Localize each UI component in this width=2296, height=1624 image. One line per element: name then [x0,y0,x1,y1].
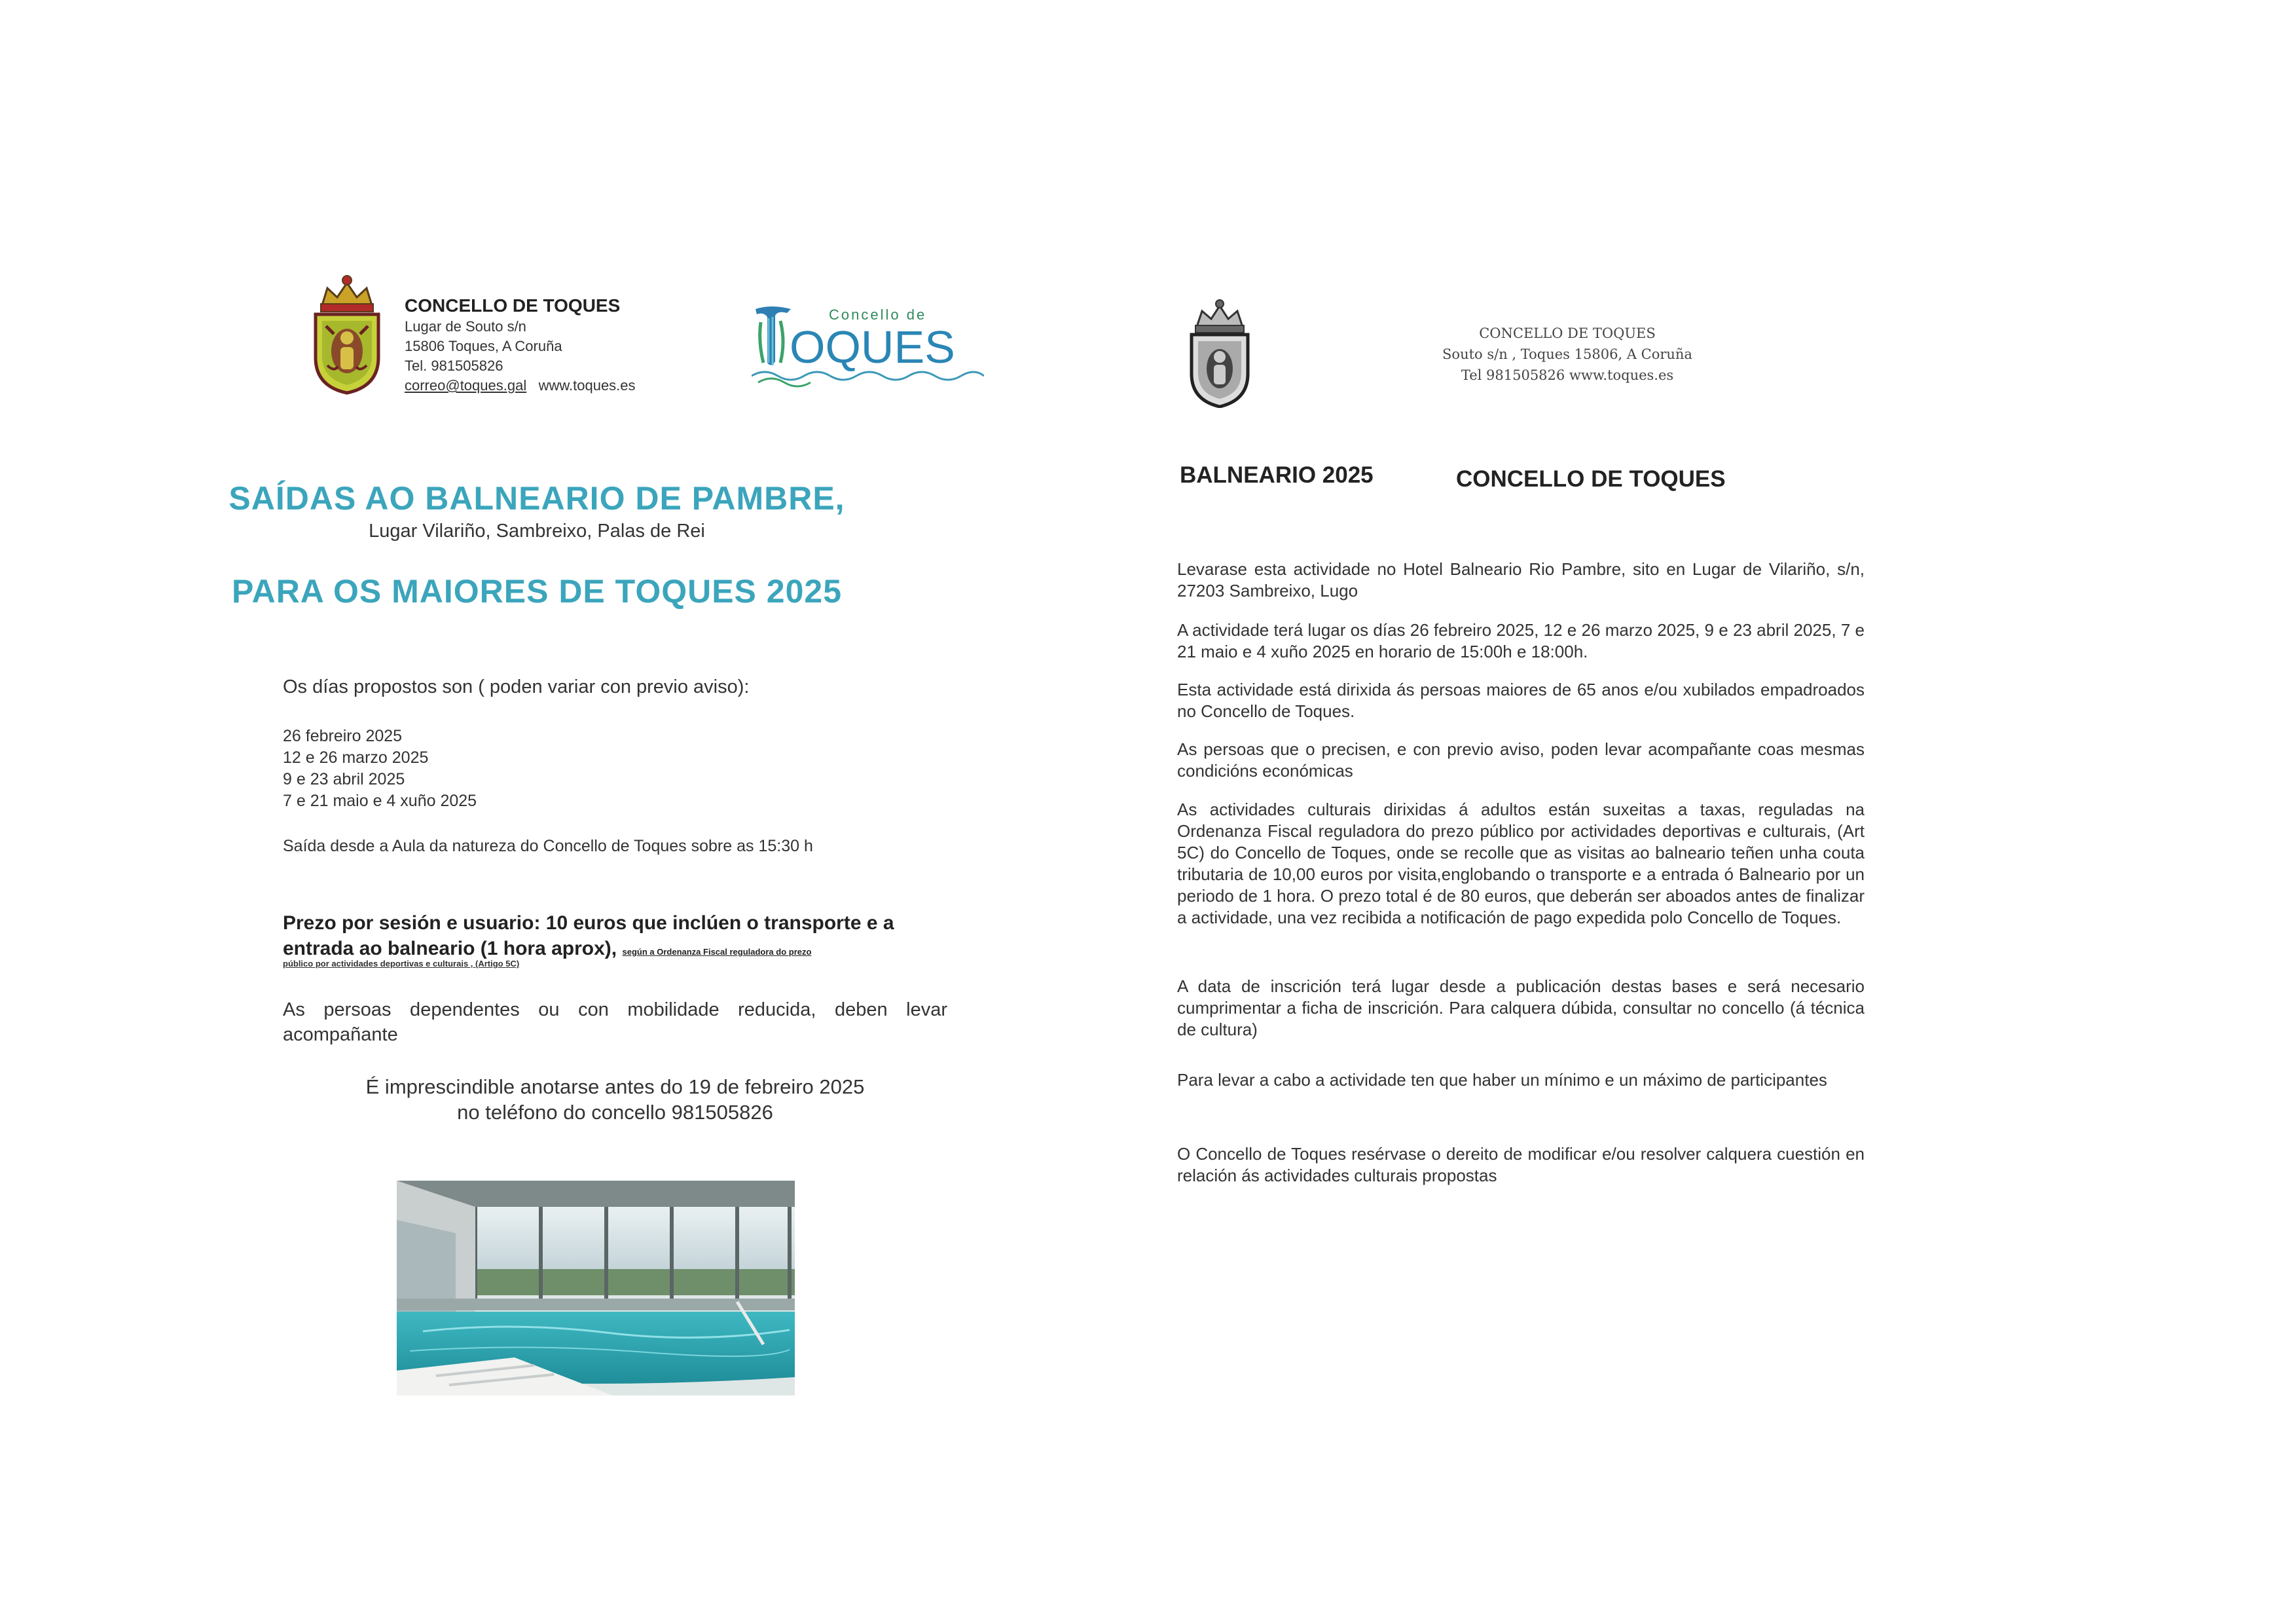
header-phone-web: Tel 981505826 www.toques.es [1461,367,1674,383]
date-item: 26 febreiro 2025 [283,727,403,745]
price-ordinance-note-continued: público por actividades deportivas e culturais , (Artigo 5C) [283,959,520,969]
right-page [1148,0,2296,1624]
logo-small-text: Concello de [829,306,927,323]
header-address: Souto s/n , Toques 15806, A Coruña [1442,346,1692,362]
price-ordinance-note: según a Ordenanza Fiscal reguladora do prezo [622,947,812,957]
dates-intro: Os días propostos son ( poden variar con previo aviso): [283,676,750,697]
paragraph-location: Levarase esta actividade no Hotel Balneario Rio Pambre, sito en Lugar de Vilariño, s/n, 27203 Sambreixo, Lugo [1177,559,1865,600]
dates-list [283,726,477,812]
header-web-link[interactable]: www.toques.es [538,377,636,394]
registration-notice [283,1074,947,1125]
section-heading-council: CONCELLO DE TOQUES [1456,466,1726,492]
municipal-header [405,296,636,396]
date-item: 9 e 23 abril 2025 [283,770,405,788]
audience-title: PARA OS MAIORES DE TOQUES 2025 [231,573,843,610]
price-info [283,910,947,965]
paragraph-eligibility: Esta actividade está dirixida ás persoas maiores de 65 anos e/ou xubilados empadroados no Concello de Toques. [1177,680,1865,721]
paragraph-companion: As persoas que o precisen, e con previo aviso, poden levar acompañante coas mesmas condicións económicas [1177,739,1865,781]
toques-logo [752,303,984,391]
header-address-line1: Lugar de Souto s/n [405,318,526,335]
main-title: SAÍDAS AO BALNEARIO DE PAMBRE, [228,480,845,517]
paragraph-dates: A actividade terá lugar os días 26 febreiro 2025, 12 e 26 marzo 2025, 9 e 23 abril 2025, 7 e 21 maio e 4 xuño 2025 en horario de 15:00h e 18:00h. [1177,620,1865,661]
paragraph-fees: As actividades culturais dirixidas á adultos están suxeitas a taxas, reguladas na Ordenanza Fiscal reguladora do prezo público por actividades deportivas e culturais, (Art 5C) do Concello de Toques, onde se recolle que as visitas ao balneario teñen unha couta tributaria de 10,00 euros por visita,englobando o transporte e a entrada ó Balneario por un periodo de 1 hora. O prezo total é de 80 euros, que deberán ser aboados antes de finalizar a actividade, una vez recibida a notificación de pago expedida polo Concello de Toques. [1177,800,1865,927]
dependent-persons-note: As persoas dependentes ou con mobilidade reducida, deben levar acompañante [283,999,947,1045]
departure-info: Saída desde a Aula da natureza do Concello de Toques sobre as 15:30 h [283,837,813,855]
paragraph-reservation: O Concello de Toques resérvase o dereito de modificar e/ou resolver calquera cuestión en relación ás actividades culturais propostas [1177,1144,1865,1185]
header-contact-line [405,376,636,396]
price-main-text: Prezo por sesión e usuario: 10 euros que inclúen o transporte e a entrada ao balneario (1 hora aprox), [283,912,894,959]
paragraph-participants: Para levar a cabo a actividade ten que haber un mínimo e un máximo de participantes [1177,1070,1827,1090]
paragraph-registration: A data de inscrición terá lugar desde a publicación destas bases e será necesario cumprimentar a ficha de inscrición. Para calquera dúbida, consultar no concello (á técnica de cultura) [1177,976,1865,1039]
toques-logo-mark-icon [752,303,984,391]
spa-pool-photo [397,1181,795,1395]
header-org-name: CONCELLO DE TOQUES [405,295,621,316]
header-email-link[interactable]: correo@toques.gal [405,377,527,394]
registration-phone: no teléfono do concello 981505826 [457,1101,773,1124]
location-subtitle: Lugar Vilariño, Sambreixo, Palas de Rei [369,521,705,542]
logo-big-text: OQUES [790,322,955,373]
section-heading-year: BALNEARIO 2025 [1180,462,1374,488]
date-item: 7 e 21 maio e 4 xuño 2025 [283,792,477,810]
coat-of-arms-icon [1185,298,1254,408]
registration-deadline: É imprescindible anotarse antes do 19 de febreiro 2025 [365,1075,865,1098]
date-item: 12 e 26 marzo 2025 [283,748,429,767]
header-phone: Tel. 981505826 [405,358,503,374]
coat-of-arms-icon [308,274,386,395]
header-org-name: CONCELLO DE TOQUES [1479,325,1656,341]
municipal-header [1423,323,1711,386]
header-address-line2: 15806 Toques, A Coruña [405,338,562,354]
